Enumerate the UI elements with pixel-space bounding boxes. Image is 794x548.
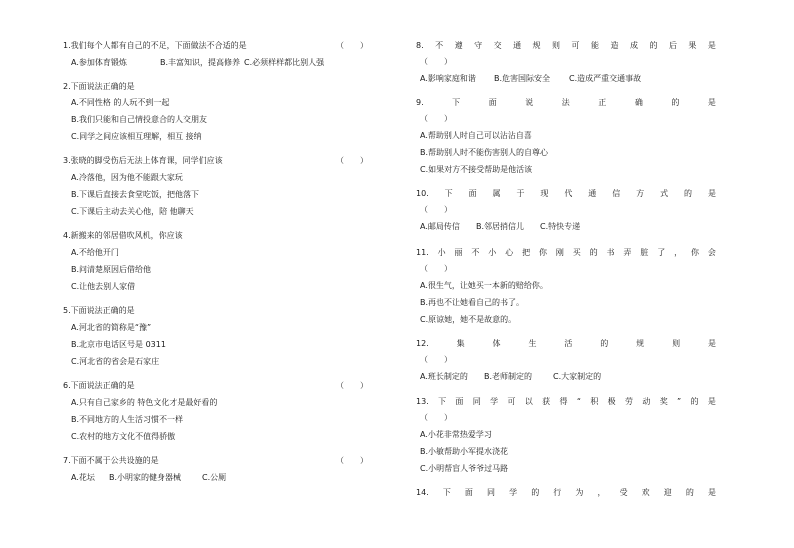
stem-char: 极 [607, 397, 616, 406]
question-1-option-b: B.丰富知识，提高修养 [160, 58, 241, 67]
stem-char: 同 [472, 397, 481, 406]
stem-char: 心 [505, 248, 514, 257]
stem-char: 行 [553, 488, 562, 497]
question-13-option-a: A.小花非常热爱学习 [420, 430, 492, 439]
question-3-option-a: A.冷落他，因为他不能跟大家玩 [71, 173, 183, 182]
stem-char: 果 [688, 41, 697, 50]
stem-char: 通 [588, 189, 597, 198]
question-9-answer-blank: （ ） [420, 114, 452, 123]
stem-char: 守 [474, 41, 483, 50]
question-5-stem: 5.下面说法正确的是 [63, 306, 135, 315]
question-4-option-c: C.让他去别人家借 [71, 282, 136, 291]
stem-char: 是 [707, 189, 716, 198]
stem-char: 确 [634, 98, 643, 107]
question-6-option-b: B.不同地方的人生活习惯不一样 [71, 415, 184, 424]
question-2-option-a: A.不同性格 的人玩不到一起 [71, 98, 170, 107]
stem-char: 下 [438, 397, 447, 406]
question-4-option-b: B.问清楚原因后借给他 [71, 265, 152, 274]
stem-char: 的 [690, 397, 699, 406]
question-1-stem: 1.我们每个人都有自己的不足，下面做法不合适的是 [63, 41, 247, 50]
question-12-option-a: A.班长制定的 [420, 372, 468, 381]
question-4-stem: 4.新搬来的邻居借吹风机，你应该 [63, 231, 183, 240]
question-9-option-c: C.如果对方不接受帮助是他活该 [420, 165, 533, 174]
question-1-option-c: C.必须样样都比别人强 [244, 58, 325, 67]
question-14-stem [416, 488, 716, 498]
question-12-option-b: B.老师制定的 [484, 372, 533, 381]
stem-char: 受 [619, 488, 628, 497]
stem-char: ” [677, 397, 682, 406]
stem-char: 丽 [454, 248, 463, 257]
stem-char: 的 [589, 248, 598, 257]
question-12-stem [416, 339, 716, 349]
stem-char: 面 [464, 488, 473, 497]
stem-char: 法 [561, 98, 570, 107]
question-11-option-a: A.很生气，让她买一本新的赔给你。 [420, 281, 548, 290]
question-10-option-a: A.邮局传信 [420, 222, 460, 231]
question-11-stem [416, 248, 716, 258]
stem-char: 欢 [641, 488, 650, 497]
stem-char: 弄 [623, 248, 632, 257]
question-5-option-c: C.河北省的省会是石家庄 [71, 357, 160, 366]
stem-char: 信 [612, 189, 621, 198]
stem-char: 面 [468, 189, 477, 198]
stem-char: 则 [552, 41, 561, 50]
stem-char: 式 [660, 189, 669, 198]
stem-char: 奖 [659, 397, 668, 406]
question-3-answer-blank: （ ） [336, 156, 368, 165]
question-7-option-b: B.小明家的健身器械 [109, 473, 182, 482]
stem-char: 为 [575, 488, 584, 497]
stem-char: 的 [671, 98, 680, 107]
question-10-answer-blank: （ ） [420, 205, 452, 214]
question-13-option-c: C.小明帮盲人爷爷过马路 [420, 464, 509, 473]
stem-char: 的 [685, 488, 694, 497]
question-10-stem [416, 189, 716, 199]
stem-char: 同 [487, 488, 496, 497]
stem-char: 可 [507, 397, 516, 406]
stem-char: 获 [542, 397, 551, 406]
stem-char: 可 [571, 41, 580, 50]
stem-char: “ [576, 397, 581, 406]
stem-char: 你 [690, 248, 699, 257]
stem-char: 的 [531, 488, 540, 497]
stem-char: 规 [636, 339, 645, 348]
stem-char: 面 [455, 397, 464, 406]
stem-char: 集 [456, 339, 465, 348]
stem-char: 脏 [640, 248, 649, 257]
stem-char: 得 [559, 397, 568, 406]
question-9-stem [416, 98, 716, 108]
question-1-option-a: A.参加体育锻炼 [71, 58, 127, 67]
stem-char: 把 [522, 248, 531, 257]
question-8-answer-blank: （ ） [420, 57, 452, 66]
question-13-option-b: B.小敏帮助小军提水浇花 [420, 447, 509, 456]
stem-char: 13. [416, 397, 429, 406]
stem-char: 是 [707, 397, 716, 406]
stem-char: 的 [684, 189, 693, 198]
stem-char: 代 [564, 189, 573, 198]
stem-char: 能 [591, 41, 599, 50]
stem-char: 是 [707, 98, 716, 107]
question-7-option-a: A.花坛 [71, 473, 95, 482]
stem-char: 不 [435, 41, 444, 50]
question-7-option-c: C.公厕 [202, 473, 227, 482]
question-12-option-c: C.大家制定的 [553, 372, 602, 381]
stem-char: 现 [540, 189, 549, 198]
stem-char: 成 [629, 41, 638, 50]
stem-char: 9. [416, 98, 424, 107]
stem-char: 迎 [663, 488, 672, 497]
question-11-option-c: C.原谅她，她不是故意的。 [420, 315, 517, 324]
question-2-stem: 2.下面说法正确的是 [63, 82, 135, 91]
question-2-option-c: C.同学之间应该相互理解，相互 接纳 [71, 132, 202, 141]
question-11-answer-blank: （ ） [420, 264, 452, 273]
stem-char: 体 [492, 339, 501, 348]
stem-char: 面 [488, 98, 497, 107]
stem-char: 小 [437, 248, 446, 257]
question-6-stem: 6.下面说法正确的是 [63, 381, 135, 390]
stem-char: 的 [649, 41, 658, 50]
question-3-option-c: C.下课后主动去关心他，陪 他聊天 [71, 207, 194, 216]
stem-char: 14. [416, 488, 429, 497]
question-13-stem [416, 397, 716, 407]
stem-char: 了 [657, 248, 666, 257]
stem-char: 会 [707, 248, 716, 257]
question-1-answer-blank: （ ） [336, 41, 368, 50]
stem-char: 8. [416, 41, 424, 50]
stem-char: 规 [532, 41, 541, 50]
stem-char: 则 [672, 339, 681, 348]
stem-char: 后 [668, 41, 677, 50]
stem-char: 于 [516, 189, 525, 198]
stem-char: 不 [471, 248, 480, 257]
stem-char: 以 [524, 397, 533, 406]
question-7-answer-blank: （ ） [336, 456, 368, 465]
question-5-option-a: A.河北省的简称是“豫” [71, 323, 152, 332]
stem-char: 交 [493, 41, 502, 50]
question-6-answer-blank: （ ） [336, 381, 368, 390]
stem-char: 生 [528, 339, 537, 348]
question-6-option-a: A.只有自己家乡的 特色文化才是最好看的 [71, 398, 218, 407]
question-10-option-b: B.邻居捎信儿 [476, 222, 525, 231]
question-3-option-b: B.下课后直接去食堂吃饭，把他落下 [71, 190, 200, 199]
stem-char: 造 [610, 41, 619, 50]
stem-char: 下 [452, 98, 461, 107]
stem-char: 小 [488, 248, 497, 257]
stem-char: 下 [442, 488, 451, 497]
question-7-stem: 7.下面不属于公共设施的是 [63, 456, 159, 465]
stem-char: 书 [606, 248, 615, 257]
stem-char: 你 [538, 248, 547, 257]
stem-char: 正 [598, 98, 607, 107]
stem-char: 方 [636, 189, 645, 198]
question-9-option-a: A.帮助别人时自己可以沾沾自喜 [420, 131, 532, 140]
question-6-option-c: C.农村的地方文化不值得骄傲 [71, 432, 176, 441]
stem-char: 活 [564, 339, 573, 348]
stem-char: 11. [416, 248, 429, 257]
stem-char: 下 [444, 189, 453, 198]
question-8-option-c: C.造成严重交通事故 [569, 74, 642, 83]
stem-char: 遵 [454, 41, 463, 50]
stem-char: 动 [642, 397, 651, 406]
stem-char: ， [674, 248, 683, 257]
question-8-stem [416, 41, 716, 51]
stem-char: 12. [416, 339, 429, 348]
stem-char: 买 [572, 248, 581, 257]
stem-char: 是 [707, 41, 716, 50]
stem-char: 积 [590, 397, 599, 406]
stem-char: 刚 [555, 248, 564, 257]
question-9-option-b: B.帮助别人时不能伤害别人的自尊心 [420, 148, 549, 157]
question-11-option-b: B.再也不让她看自己的书了。 [420, 298, 525, 307]
question-5-option-b: B.北京市电话区号是 0311 [71, 340, 166, 349]
stem-char: ， [597, 488, 606, 497]
stem-char: 的 [600, 339, 609, 348]
question-8-option-b: B.危害国际安全 [494, 74, 551, 83]
stem-char: 劳 [625, 397, 634, 406]
question-8-option-a: A.影响家庭和谐 [420, 74, 476, 83]
question-4-option-a: A.不给他开门 [71, 248, 119, 257]
stem-char: 学 [490, 397, 499, 406]
stem-char: 属 [492, 189, 501, 198]
stem-char: 学 [509, 488, 518, 497]
stem-char: 10. [416, 189, 429, 198]
question-10-option-c: C.特快专递 [540, 222, 581, 231]
stem-char: 说 [525, 98, 534, 107]
stem-char: 通 [513, 41, 522, 50]
stem-char: 是 [707, 339, 716, 348]
question-12-answer-blank: （ ） [420, 355, 452, 364]
question-13-answer-blank: （ ） [420, 413, 452, 422]
question-2-option-b: B.我们只能和自己情投意合的人交朋友 [71, 115, 208, 124]
stem-char: 是 [707, 488, 716, 497]
question-3-stem: 3.张晓的脚受伤后无法上体育课，同学们应该 [63, 156, 223, 165]
